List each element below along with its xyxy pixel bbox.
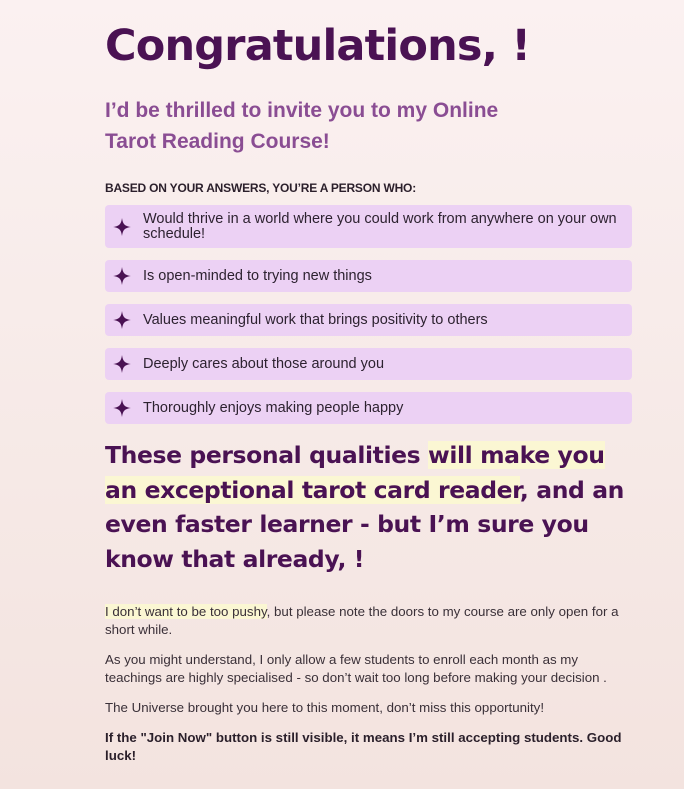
headline-part-3: , and an even faster learner - but I’m sure you know that already, ! [105, 475, 625, 573]
trait-text: Thoroughly enjoys making people happy [143, 399, 404, 416]
headline-highlight: will make you an exceptional tarot card reader [105, 441, 605, 504]
qualities-headline [105, 438, 632, 576]
page-subtitle: I’d be thrilled to invite you to my Online Tarot Reading Course! [105, 99, 499, 153]
sparkle-icon [113, 355, 131, 373]
trait-item [105, 205, 632, 248]
body-paragraph-enrollment: As you might understand, I only allow a few students to enroll each month as my teachings are highly specialised - so don’t wait too long before making your decision . [105, 652, 607, 685]
trait-text: Would thrive in a world where you could work from anywhere on your own schedule! [143, 210, 617, 242]
body-paragraph-urgency-rest: , but please note the doors to my course are only open for a short while. [105, 604, 619, 637]
body-highlight: I don’t want to be too pushy [105, 604, 267, 619]
traits-section-label: BASED ON YOUR ANSWERS, YOU’RE A PERSON WHO: [105, 181, 416, 195]
trait-item [105, 348, 632, 380]
trait-item [105, 304, 632, 336]
page-content [105, 0, 632, 765]
traits-list [105, 205, 632, 424]
sparkle-icon [113, 399, 131, 417]
sparkle-icon [113, 218, 131, 236]
body-paragraph-join-now [105, 729, 632, 765]
trait-text: Deeply cares about those around you [143, 355, 385, 372]
sparkle-icon [113, 311, 131, 329]
headline-part-1: These personal qualities [105, 441, 429, 469]
trait-text: Values meaningful work that brings positivity to others [143, 311, 488, 328]
trait-text: Is open-minded to trying new things [143, 267, 372, 284]
body-paragraph-urgency [105, 603, 632, 639]
trait-item [105, 260, 632, 292]
sparkle-icon [113, 267, 131, 285]
page-title: Congratulations, ! [105, 21, 531, 71]
join-now-note: If the "Join Now" button is still visible, it means I’m still accepting students. Good luck! [105, 730, 622, 763]
trait-item [105, 392, 632, 424]
body-paragraph-universe: The Universe brought you here to this moment, don’t miss this opportunity! [105, 700, 545, 715]
